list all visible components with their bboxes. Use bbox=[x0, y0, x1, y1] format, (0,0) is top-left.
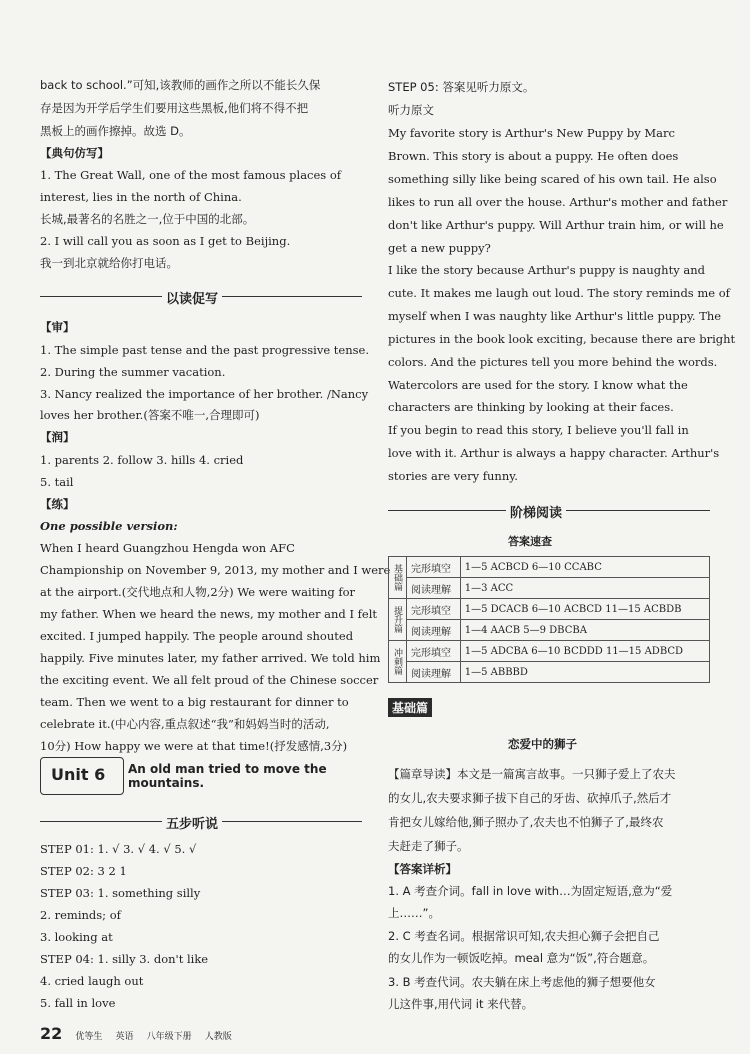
shen-title: 【审】 bbox=[40, 320, 75, 334]
step-line: 3. looking at bbox=[40, 930, 113, 944]
footer bbox=[40, 1024, 232, 1043]
detail-line: 2. C 考查名词。根据常识可知,农夫担心狮子会把自己 bbox=[388, 929, 660, 943]
step-line: STEP 04: 1. silly 3. don't like bbox=[40, 952, 209, 966]
story-line: myself when I was naughty like Arthur's little puppy. The bbox=[388, 309, 722, 323]
step-line: 4. cried laugh out bbox=[40, 974, 144, 988]
unit-badge bbox=[40, 757, 124, 795]
section-header bbox=[40, 288, 362, 307]
lian-title: 【练】 bbox=[40, 497, 75, 511]
level-tag: 基础篇 bbox=[388, 698, 432, 717]
story-line: likes to run all over the house. Arthur's mother and father bbox=[388, 195, 728, 209]
story-line: My favorite story is Arthur's New Puppy by Marc bbox=[388, 126, 675, 140]
typical-line: 1. The Great Wall, one of the most famous places of bbox=[40, 168, 342, 182]
essay-line: happily. Five minutes later, my father arrived. We told him bbox=[40, 651, 381, 665]
guide-line: 【篇章导读】本文是一篇寓言故事。一只狮子爱上了农夫 bbox=[388, 767, 676, 781]
answer-cell: 1—3 ACC bbox=[460, 578, 709, 599]
guide-line: 肯把女儿嫁给他,狮子照办了,农夫也不怕狮子了,最终农 bbox=[388, 815, 664, 829]
answer-cell: 1—4 AACB 5—9 DBCBA bbox=[460, 620, 709, 641]
typical-line: 长城,最著名的名胜之一,位于中国的北部。 bbox=[40, 212, 255, 226]
section-header bbox=[40, 813, 362, 832]
story-line: colors. And the pictures tell you more behind the words. bbox=[388, 355, 718, 369]
unit-label: Unit 6 bbox=[51, 765, 106, 784]
essay-line: Championship on November 9, 2013, my mother and I were bbox=[40, 563, 391, 577]
type-cell: 阅读理解 bbox=[407, 578, 461, 599]
type-cell: 阅读理解 bbox=[407, 620, 461, 641]
article-title: 恋爱中的狮子 bbox=[508, 737, 577, 751]
typical-line: 我一到北京就给你打电话。 bbox=[40, 256, 178, 270]
quick-title: 答案速查 bbox=[508, 535, 552, 548]
essay-line: When I heard Guangzhou Hengda won AFC bbox=[40, 541, 295, 555]
detail-line: 儿这件事,用代词 it 来代替。 bbox=[388, 997, 534, 1011]
type-cell: 完形填空 bbox=[407, 599, 461, 620]
detail-title: 【答案详析】 bbox=[388, 862, 457, 876]
para-line: 黑板上的画作擦掉。故选 D。 bbox=[40, 124, 191, 138]
shen-line: loves her brother.(答案不唯一,合理即可) bbox=[40, 408, 260, 422]
run-title: 【润】 bbox=[40, 430, 75, 444]
step-line: STEP 01: 1. √ 3. √ 4. √ 5. √ bbox=[40, 842, 197, 856]
essay-line: at the airport.(交代地点和人物,2分) We were waiting for bbox=[40, 585, 356, 599]
section-title: 以读促写 bbox=[162, 288, 222, 307]
shen-line: 2. During the summer vacation. bbox=[40, 365, 226, 379]
essay-line: my father. When we heard the news, my mother and I felt bbox=[40, 607, 377, 621]
series-name: 优等生 bbox=[75, 1032, 103, 1042]
essay-line: excited. I jumped happily. The people around shouted bbox=[40, 629, 354, 643]
detail-line: 上……”。 bbox=[388, 906, 440, 920]
guide-line: 的女儿,农夫要求狮子拔下自己的牙齿、砍掉爪子,然后才 bbox=[388, 791, 672, 805]
story-line: I like the story because Arthur's puppy is naughty and bbox=[388, 263, 705, 277]
section-title: 五步听说 bbox=[162, 813, 222, 832]
section-title: 阶梯阅读 bbox=[506, 502, 566, 521]
detail-line: 3. B 考查代词。农夫躺在床上考虑他的狮子想要他女 bbox=[388, 975, 656, 989]
level-label: 提升篇 bbox=[389, 599, 407, 641]
version-label: One possible version: bbox=[40, 519, 178, 533]
step-line: 5. fall in love bbox=[40, 996, 116, 1010]
grade-name: 八年级下册 bbox=[146, 1032, 192, 1042]
detail-line: 的女儿作为一顿饭吃掉。meal 意为“饭”,符合题意。 bbox=[388, 951, 655, 965]
story-line: don't like Arthur's puppy. Will Arthur train him, or will he bbox=[388, 218, 724, 232]
answer-table bbox=[388, 556, 710, 683]
story-line: characters are thinking by looking at their faces. bbox=[388, 400, 674, 414]
story-line: If you begin to read this story, I believe you'll fall in bbox=[388, 423, 689, 437]
step-line: 2. reminds; of bbox=[40, 908, 121, 922]
detail-line: 1. A 考查介词。fall in love with…为固定短语,意为“爱 bbox=[388, 884, 673, 898]
type-cell: 完形填空 bbox=[407, 557, 461, 578]
story-line: Brown. This story is about a puppy. He often does bbox=[388, 149, 679, 163]
type-cell: 阅读理解 bbox=[407, 662, 461, 683]
typical-title: 【典句仿写】 bbox=[40, 146, 109, 160]
story-line: cute. It makes me laugh out loud. The story reminds me of bbox=[388, 286, 730, 300]
story-line: stories are very funny. bbox=[388, 469, 518, 483]
story-line: pictures in the book look exciting, because there are bright bbox=[388, 332, 736, 346]
answer-cell: 1—5 ADCBA 6—10 BCDDD 11—15 ADBCD bbox=[460, 641, 709, 662]
guide-line: 夫赶走了狮子。 bbox=[388, 839, 469, 853]
answer-cell: 1—5 ABBBD bbox=[460, 662, 709, 683]
para-line: 存是因为开学后学生们要用这些黑板,他们将不得不把 bbox=[40, 101, 309, 115]
page-number: 22 bbox=[40, 1024, 63, 1043]
level-label: 基础篇 bbox=[389, 557, 407, 599]
typical-line: interest, lies in the north of China. bbox=[40, 190, 242, 204]
essay-line: team. Then we went to a big restaurant for dinner to bbox=[40, 695, 349, 709]
story-line: get a new puppy? bbox=[388, 241, 491, 255]
step-line: STEP 02: 3 2 1 bbox=[40, 864, 127, 878]
shen-line: 3. Nancy realized the importance of her brother. /Nancy bbox=[40, 387, 369, 401]
step05: STEP 05: 答案见听力原文。 bbox=[388, 80, 535, 94]
subject-name: 英语 bbox=[115, 1032, 134, 1042]
essay-line: the exciting event. We all felt proud of the Chinese soccer bbox=[40, 673, 379, 687]
run-line: 5. tail bbox=[40, 475, 74, 489]
run-line: 1. parents 2. follow 3. hills 4. cried bbox=[40, 453, 244, 467]
para-line: back to school.”可知,该教师的画作之所以不能长久保 bbox=[40, 78, 321, 92]
essay-line: 10分) How happy we were at that time!(抒发感情,3分) bbox=[40, 739, 348, 753]
story-line: Watercolors are used for the story. I know what the bbox=[388, 378, 688, 392]
typical-line: 2. I will call you as soon as I get to Beijing. bbox=[40, 234, 291, 248]
shen-line: 1. The simple past tense and the past progressive tense. bbox=[40, 343, 369, 357]
listen-title: 听力原文 bbox=[388, 103, 434, 117]
answer-cell: 1—5 DCACB 6—10 ACBCD 11—15 ACBDB bbox=[460, 599, 709, 620]
story-line: something silly like being scared of his own tail. He also bbox=[388, 172, 717, 186]
edition-name: 人教版 bbox=[204, 1032, 232, 1042]
level-label: 冲刺篇 bbox=[389, 641, 407, 683]
type-cell: 完形填空 bbox=[407, 641, 461, 662]
unit-title: An old man tried to move the mountains. bbox=[128, 762, 327, 790]
story-line: love with it. Arthur is always a happy character. Arthur's bbox=[388, 446, 720, 460]
step-line: STEP 03: 1. something silly bbox=[40, 886, 201, 900]
answer-cell: 1—5 ACBCD 6—10 CCABC bbox=[460, 557, 709, 578]
section-header bbox=[388, 502, 710, 521]
essay-line: celebrate it.(中心内容,重点叙述“我”和妈妈当时的活动, bbox=[40, 717, 330, 731]
